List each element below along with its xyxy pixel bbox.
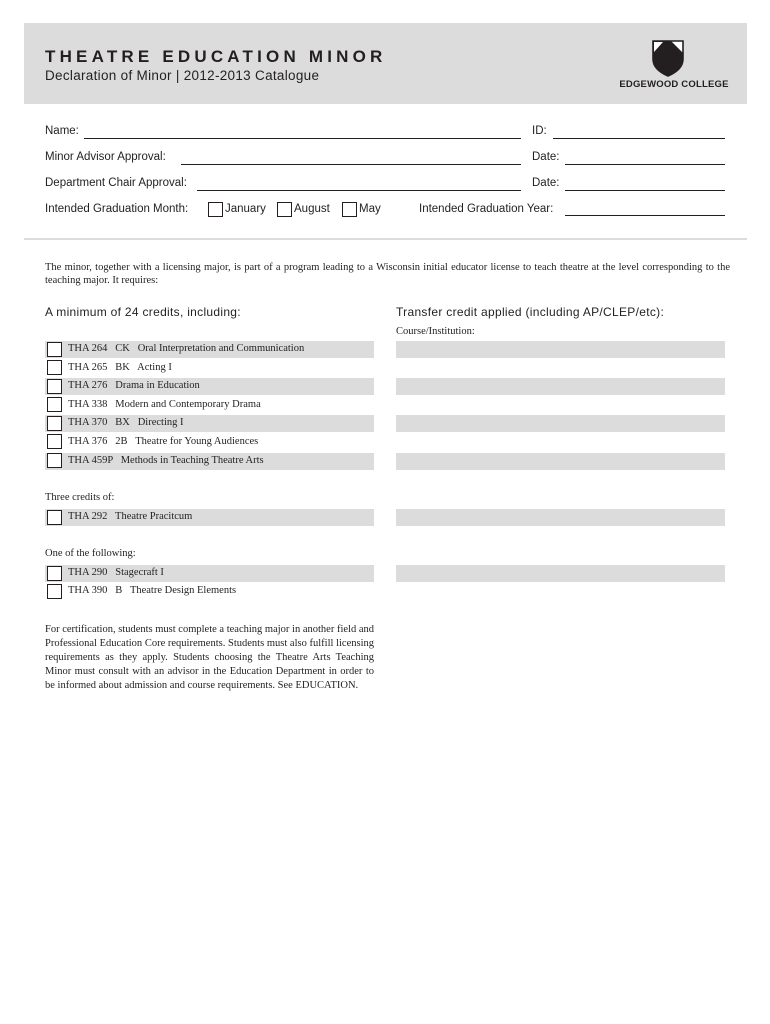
august-checkbox[interactable] [277,202,292,217]
id-label: ID: [532,125,547,137]
page-title: THEATRE EDUCATION MINOR [45,47,387,66]
january-label: January [225,203,266,215]
chair-date-label: Date: [532,177,560,189]
course-checkbox[interactable] [47,397,62,412]
grad-month-label: Intended Graduation Month: [45,203,189,215]
transfer-field[interactable] [396,509,725,526]
course-checkbox[interactable] [47,510,62,525]
course-item: THA 264 CK Oral Interpretation and Communication [68,343,305,354]
course-checkbox[interactable] [47,416,62,431]
course-item: THA 292 Theatre Pracitcum [68,511,193,522]
course-item: THA 276 Drama in Education [68,380,200,391]
course-checkbox[interactable] [47,453,62,468]
course-item: THA 290 Stagecraft I [68,567,164,578]
transfer-field[interactable] [396,378,725,395]
shield-icon [651,39,685,77]
credits-heading: A minimum of 24 credits, including: [45,305,241,319]
page-subtitle: Declaration of Minor | 2012-2013 Catalogue [45,68,320,83]
course-checkbox[interactable] [47,566,62,581]
id-field[interactable] [553,138,725,139]
advisor-date-label: Date: [532,151,560,163]
advisor-label: Minor Advisor Approval: [45,151,166,163]
grad-year-label: Intended Graduation Year: [419,203,554,215]
header-band [24,23,747,104]
name-field[interactable] [84,138,521,139]
course-item: THA 459P Methods in Teaching Theatre Arts [68,455,264,466]
chair-field[interactable] [197,190,521,191]
grad-year-field[interactable] [565,215,725,216]
name-label: Name: [45,125,79,137]
course-checkbox[interactable] [47,379,62,394]
course-checkbox[interactable] [47,584,62,599]
course-item: THA 265 BK Acting I [68,362,172,373]
three-credits-label: Three credits of: [45,492,115,503]
chair-label: Department Chair Approval: [45,177,187,189]
course-institution-label: Course/Institution: [396,326,475,337]
transfer-field[interactable] [396,565,725,582]
transfer-field[interactable] [396,453,725,470]
august-label: August [294,203,330,215]
transfer-field[interactable] [396,341,725,358]
certification-note: For certification, students must complete a teaching major in another field and Professional Education Core requirements. Students must also fulfill licensing requirements as they apply. Students choosing the Theatre Arts Teaching Minor must consult with an advisor in the Education Department in order to be informed about admission and course requirements. See EDUCATION. [45,624,374,691]
course-item: THA 370 BX Directing I [68,417,184,428]
course-item: THA 390 B Theatre Design Elements [68,585,237,596]
logo-wordmark: EDGEWOOD COLLEGE [619,79,729,90]
course-item: THA 376 2B Theatre for Young Audiences [68,436,259,447]
may-checkbox[interactable] [342,202,357,217]
course-checkbox[interactable] [47,360,62,375]
section-divider [24,238,747,240]
course-item: THA 338 Modern and Contemporary Drama [68,399,261,410]
advisor-date-field[interactable] [565,164,725,165]
one-of-label: One of the following: [45,548,136,559]
chair-date-field[interactable] [565,190,725,191]
transfer-heading: Transfer credit applied (including AP/CLEP/etc): [396,305,665,319]
course-checkbox[interactable] [47,434,62,449]
january-checkbox[interactable] [208,202,223,217]
college-logo [614,39,734,97]
course-checkbox[interactable] [47,342,62,357]
intro-text: The minor, together with a licensing major, is part of a program leading to a Wisconsin initial educator license to teach theatre at the level corresponding to the teaching major. It requires: [45,262,730,286]
transfer-field[interactable] [396,415,725,432]
may-label: May [359,203,381,215]
advisor-field[interactable] [181,164,521,165]
